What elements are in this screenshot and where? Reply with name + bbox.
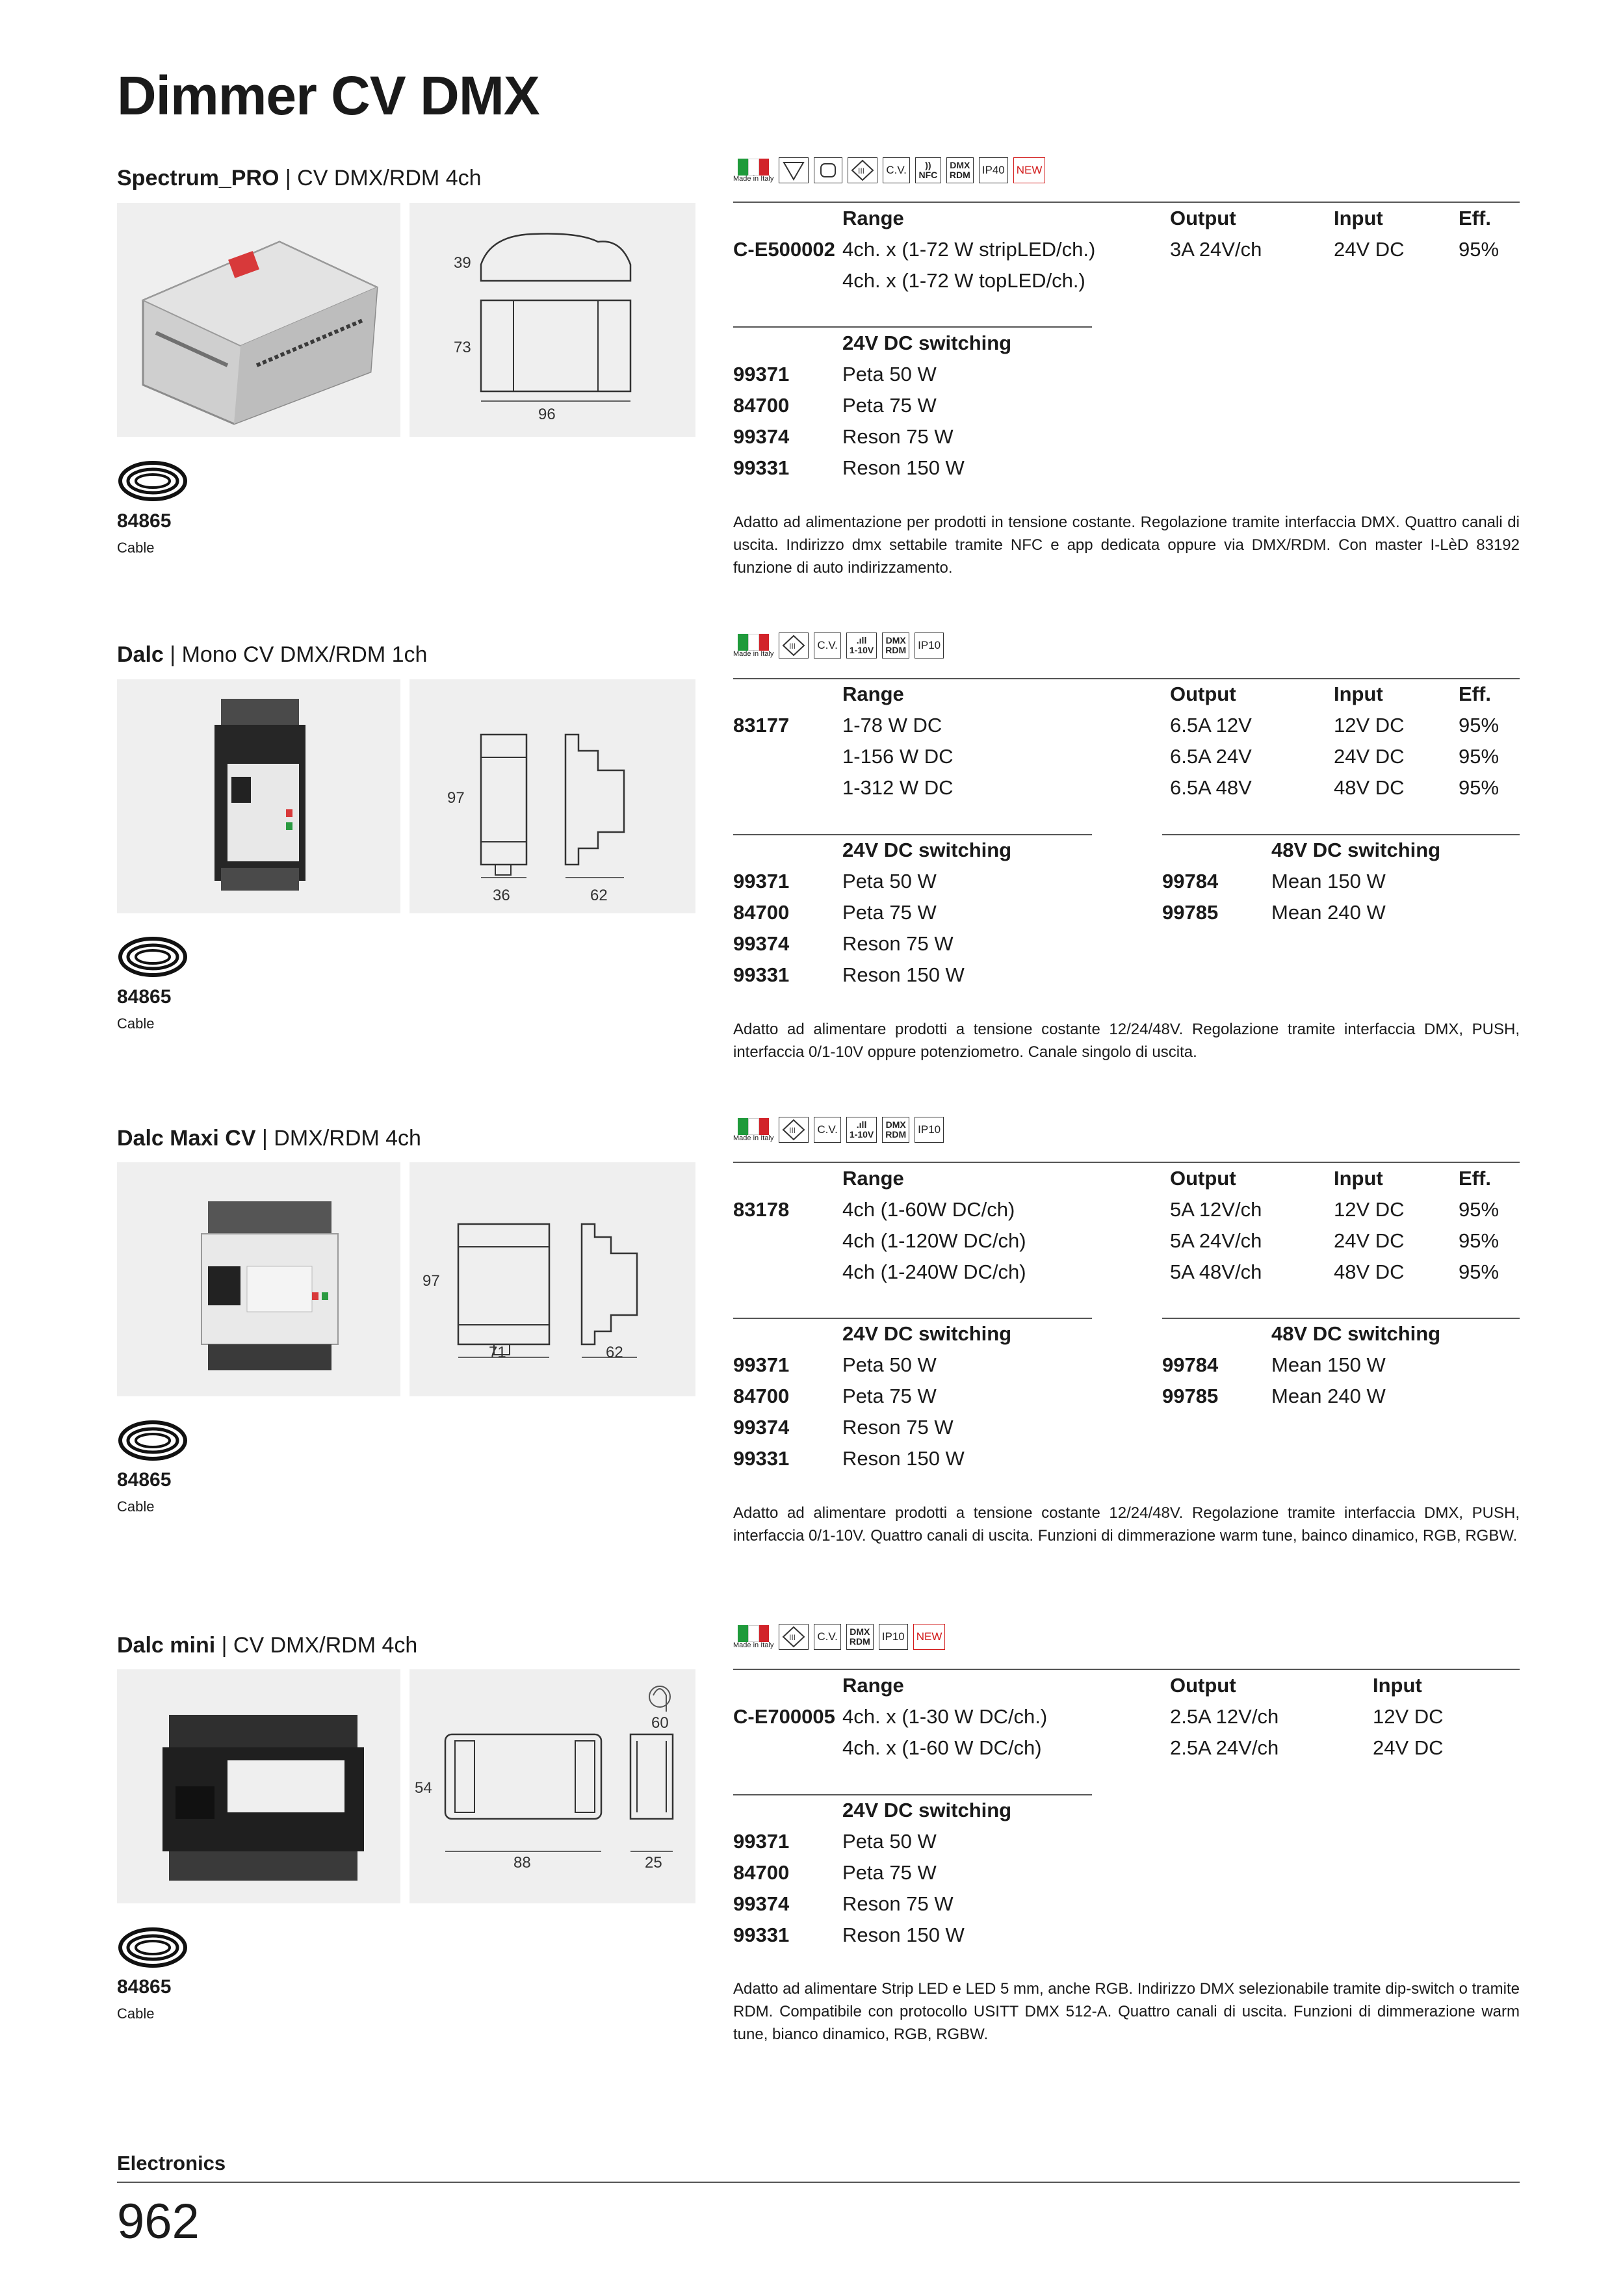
accessory-code: 99331 <box>733 963 790 986</box>
dim-depth: 25 <box>645 1854 662 1872</box>
accessory-name: Peta 50 W <box>842 363 937 385</box>
input-value: 12V DC <box>1334 714 1405 737</box>
accessory-code: 99374 <box>733 1416 790 1439</box>
accessory-name: Peta 50 W <box>842 1830 937 1853</box>
cable-label: Cable <box>117 1015 155 1032</box>
input-value: 24V DC <box>1373 1736 1444 1759</box>
dimension-drawing <box>409 1669 695 1903</box>
accessory-name: Reson 75 W <box>842 932 954 955</box>
class-iii-icon <box>848 157 877 183</box>
accessory-code: 99371 <box>733 870 790 893</box>
class-iii-icon <box>779 633 809 659</box>
made-in-italy-icon: Made in Italy <box>733 1624 773 1650</box>
svg-text:III: III <box>789 642 796 651</box>
output-value: 5A 12V/ch <box>1170 1198 1262 1221</box>
col-range: Range <box>842 207 904 229</box>
input-value: 24V DC <box>1334 238 1405 261</box>
output-value: 6.5A 48V <box>1170 776 1252 799</box>
dim-width: 96 <box>538 406 556 423</box>
output-value: 5A 48V/ch <box>1170 1260 1262 1283</box>
certification-icons <box>733 154 1045 187</box>
product-photo <box>117 679 400 913</box>
switching-24v-title: 24V DC switching <box>842 1799 1012 1821</box>
ip40-icon: IP40 <box>979 157 1008 183</box>
cable-icon <box>117 1922 188 1974</box>
accessory-name: Mean 150 W <box>1271 870 1386 893</box>
col-input: Input <box>1334 207 1383 229</box>
range-value: 1-156 W DC <box>842 745 954 768</box>
dimming-1-10v-icon: .ıll 1-10V <box>846 1117 877 1143</box>
dim-height: 97 <box>422 1272 440 1290</box>
dim-width: 88 <box>513 1854 531 1872</box>
range-value: 4ch. x (1-60 W DC/ch) <box>842 1736 1042 1759</box>
product-description: Adatto ad alimentare Strip LED e LED 5 mm, anche RGB. Indirizzo DMX selezionabile tramite dip-switch o tramite RDM. Compatibile con protocollo USITT DMX 512-A. Quattro canali di uscita. Funzioni di dimmerazione warm tune, bianco dinamico, RGB, RGBW. <box>733 1980 1520 2043</box>
accessory-code: 99784 <box>1162 870 1219 893</box>
col-range: Range <box>842 683 904 705</box>
range-value: 1-78 W DC <box>842 714 942 737</box>
page-number: 962 <box>117 2194 200 2249</box>
new-badge: NEW <box>1013 157 1046 183</box>
switching-24v-title: 24V DC switching <box>842 1322 1012 1345</box>
cv-icon: C.V. <box>814 1117 841 1143</box>
product-photo <box>117 1669 400 1903</box>
col-range: Range <box>842 1674 904 1697</box>
cable-icon <box>117 1415 188 1467</box>
accessory-name: Reson 150 W <box>842 1924 965 1946</box>
accessory-code: 99374 <box>733 425 790 448</box>
ip10-icon: IP10 <box>879 1624 908 1650</box>
hundred-triangle-icon <box>779 157 809 183</box>
accessory-code: 99331 <box>733 456 790 479</box>
accessory-name: Peta 75 W <box>842 394 937 417</box>
accessory-name: Reson 75 W <box>842 1416 954 1439</box>
dimension-drawing <box>409 203 695 437</box>
accessory-name: Reson 150 W <box>842 1447 965 1470</box>
input-value: 12V DC <box>1373 1705 1444 1728</box>
accessory-name: Reson 150 W <box>842 456 965 479</box>
product-description: Adatto ad alimentazione per prodotti in tensione costante. Regolazione tramite interfaccia DMX. Quattro canali di uscita. Indirizzo dmx settabile tramite NFC e app dedicata oppure via DMX/RDM. Con master I-LèD 83192 funzione di auto indirizzamento. <box>733 514 1520 577</box>
col-eff: Eff. <box>1459 683 1491 705</box>
product-subtitle: Dalc mini | CV DMX/RDM 4ch <box>117 1633 418 1658</box>
col-input: Input <box>1334 683 1383 705</box>
cv-icon: C.V. <box>814 633 841 659</box>
accessory-code: 99374 <box>733 1892 790 1915</box>
product-description: Adatto ad alimentare prodotti a tensione costante 12/24/48V. Regolazione tramite interfaccia DMX, PUSH, interfaccia 0/1-10V. Quattro canali di uscita. Funzioni di dimmerazione warm tune, bainco dinamico, RGB, RGBW. <box>733 1504 1520 1545</box>
input-value: 48V DC <box>1334 776 1405 799</box>
dim-height-top: 39 <box>454 254 471 272</box>
accessory-code: 99331 <box>733 1924 790 1946</box>
output-value: 5A 24V/ch <box>1170 1229 1262 1252</box>
dim-depth: 62 <box>590 887 608 904</box>
certification-icons <box>733 1114 944 1146</box>
col-output: Output <box>1170 1674 1236 1697</box>
input-value: 12V DC <box>1334 1198 1405 1221</box>
accessory-name: Reson 150 W <box>842 963 965 986</box>
dim-height: 54 <box>415 1779 432 1797</box>
product-photo <box>117 203 400 437</box>
switching-24v-title: 24V DC switching <box>842 839 1012 861</box>
product-subtitle: Dalc | Mono CV DMX/RDM 1ch <box>117 642 428 667</box>
accessory-name: Reson 75 W <box>842 1892 954 1915</box>
accessory-name: Peta 75 W <box>842 1385 937 1407</box>
cable-label: Cable <box>117 540 155 556</box>
col-range: Range <box>842 1167 904 1190</box>
range-value: 4ch (1-120W DC/ch) <box>842 1229 1026 1252</box>
cable-label: Cable <box>117 2005 155 2022</box>
cv-icon: C.V. <box>814 1624 841 1650</box>
new-badge: NEW <box>913 1624 946 1650</box>
output-value: 3A 24V/ch <box>1170 238 1262 261</box>
accessory-name: Peta 75 W <box>842 901 937 924</box>
product-photo <box>117 1162 400 1396</box>
col-input: Input <box>1334 1167 1383 1190</box>
input-value: 48V DC <box>1334 1260 1405 1283</box>
product-description: Adatto ad alimentare prodotti a tensione costante 12/24/48V. Regolazione tramite interfaccia DMX, PUSH, interfaccia 0/1-10V oppure potenziometro. Canale singolo di uscita. <box>733 1021 1520 1061</box>
certification-icons <box>733 629 944 662</box>
accessory-code: 99371 <box>733 1830 790 1853</box>
accessory-code: 99371 <box>733 1353 790 1376</box>
accessory-code: 99785 <box>1162 901 1219 924</box>
cable-code: 84865 <box>117 1976 172 1998</box>
dmx-rdm-icon: DMX RDM <box>882 633 909 659</box>
product-code: 83178 <box>733 1198 790 1221</box>
footer-divider <box>117 2182 1520 2183</box>
range-value: 4ch (1-60W DC/ch) <box>842 1198 1015 1221</box>
cable-label: Cable <box>117 1498 155 1515</box>
dim-width: 71 <box>489 1344 506 1361</box>
accessory-name: Peta 50 W <box>842 1353 937 1376</box>
accessory-code: 84700 <box>733 1385 790 1407</box>
output-value: 6.5A 24V <box>1170 745 1252 768</box>
accessory-name: Reson 75 W <box>842 425 954 448</box>
accessory-name: Mean 240 W <box>1271 901 1386 924</box>
col-output: Output <box>1170 207 1236 229</box>
eff-value: 95% <box>1459 1198 1500 1221</box>
dim-depth: 62 <box>606 1344 623 1361</box>
eff-value: 95% <box>1459 714 1500 737</box>
accessory-code: 84700 <box>733 394 790 417</box>
made-in-italy-icon: Made in Italy <box>733 1117 773 1143</box>
cable-code: 84865 <box>117 510 172 532</box>
range-value: 4ch (1-240W DC/ch) <box>842 1260 1026 1283</box>
eff-value: 95% <box>1459 776 1500 799</box>
cable-icon <box>117 931 188 983</box>
range-value: 4ch. x (1-30 W DC/ch.) <box>842 1705 1048 1728</box>
ip10-icon: IP10 <box>915 1117 944 1143</box>
accessory-name: Mean 150 W <box>1271 1353 1386 1376</box>
product-code: C-E700005 <box>733 1705 835 1728</box>
cable-icon <box>117 455 188 507</box>
accessory-name: Peta 50 W <box>842 870 937 893</box>
dim-height: 73 <box>454 339 471 356</box>
output-value: 6.5A 12V <box>1170 714 1252 737</box>
switching-24v-title: 24V DC switching <box>842 332 1012 354</box>
eff-value: 95% <box>1459 745 1500 768</box>
dim-height: 97 <box>447 789 465 807</box>
class-iii-icon <box>779 1624 809 1650</box>
accessory-code: 99331 <box>733 1447 790 1470</box>
dim-width: 36 <box>493 887 510 904</box>
cable-code: 84865 <box>117 1469 172 1491</box>
page-title: Dimmer CV DMX <box>117 65 539 126</box>
accessory-code: 99374 <box>733 932 790 955</box>
ip10-icon: IP10 <box>915 633 944 659</box>
switching-48v-title: 48V DC switching <box>1271 839 1441 861</box>
dimension-drawing <box>409 679 695 913</box>
product-subtitle: Dalc Maxi CV | DMX/RDM 4ch <box>117 1126 421 1151</box>
eff-value: 95% <box>1459 1260 1500 1283</box>
cv-icon: C.V. <box>883 157 910 183</box>
input-value: 24V DC <box>1334 745 1405 768</box>
input-value: 24V DC <box>1334 1229 1405 1252</box>
accessory-code: 99784 <box>1162 1353 1219 1376</box>
dimming-1-10v-icon: .ıll 1-10V <box>846 633 877 659</box>
switching-48v-title: 48V DC switching <box>1271 1322 1441 1345</box>
eff-value: 95% <box>1459 238 1500 261</box>
range-value: 4ch. x (1-72 W topLED/ch.) <box>842 269 1085 292</box>
class-iii-icon <box>779 1117 809 1143</box>
accessory-name: Mean 240 W <box>1271 1385 1386 1407</box>
accessory-code: 84700 <box>733 901 790 924</box>
product-code: C-E500002 <box>733 238 835 261</box>
dmx-rdm-icon: DMX RDM <box>882 1117 909 1143</box>
accessory-name: Peta 75 W <box>842 1861 937 1884</box>
certification-icons <box>733 1621 945 1653</box>
dim-height-top: 60 <box>651 1714 669 1732</box>
svg-text:III: III <box>789 1126 796 1135</box>
eff-value: 95% <box>1459 1229 1500 1252</box>
product-subtitle: Spectrum_PRO | CV DMX/RDM 4ch <box>117 166 482 190</box>
col-output: Output <box>1170 683 1236 705</box>
made-in-italy-icon: Made in Italy <box>733 633 773 659</box>
col-output: Output <box>1170 1167 1236 1190</box>
dimension-drawing <box>409 1162 695 1396</box>
range-value: 4ch. x (1-72 W stripLED/ch.) <box>842 238 1096 261</box>
col-input: Input <box>1373 1674 1422 1697</box>
svg-text:III: III <box>789 1633 796 1642</box>
dmx-rdm-icon: DMX RDM <box>946 157 974 183</box>
output-value: 2.5A 24V/ch <box>1170 1736 1279 1759</box>
accessory-code: 84700 <box>733 1861 790 1884</box>
product-code: 83177 <box>733 714 790 737</box>
cable-code: 84865 <box>117 986 172 1008</box>
output-value: 2.5A 12V/ch <box>1170 1705 1279 1728</box>
col-eff: Eff. <box>1459 207 1491 229</box>
nfc-icon: )) NFC <box>915 157 941 183</box>
svg-text:III: III <box>858 166 865 176</box>
accessory-code: 99785 <box>1162 1385 1219 1407</box>
class-shape-icon <box>814 157 842 183</box>
col-eff: Eff. <box>1459 1167 1491 1190</box>
accessory-code: 99371 <box>733 363 790 385</box>
dmx-rdm-icon: DMX RDM <box>846 1624 874 1650</box>
footer-section-label: Electronics <box>117 2152 226 2174</box>
range-value: 1-312 W DC <box>842 776 954 799</box>
made-in-italy-icon: Made in Italy <box>733 157 773 183</box>
